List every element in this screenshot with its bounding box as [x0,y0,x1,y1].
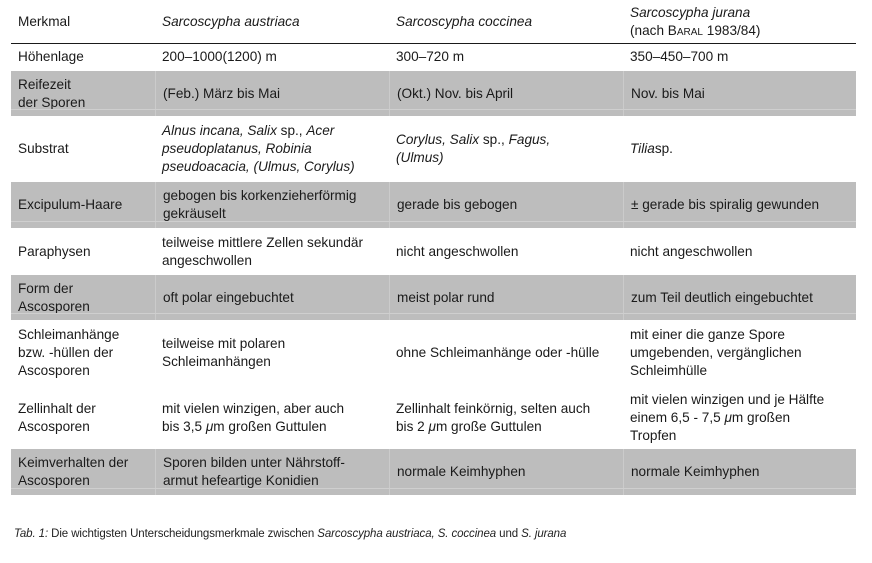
cell-austriaca: teilweise mittlere Zellen sekundär angeschwollen [162,234,363,268]
cell-jurana: ± gerade bis spiralig gewunden [623,182,856,228]
cell-austriaca: gebogen bis korkenzieherförmig gekräuselt [155,182,389,228]
header-coccinea [389,0,623,43]
table-header [11,0,856,44]
row-label: Keimverhalten der Ascosporen [18,455,129,488]
cell-coccinea: nicht angeschwollen [396,243,519,259]
row-label: Excipulum-Haare [18,197,123,212]
table-row [11,182,856,228]
cell-jurana: Tilia sp. [630,141,673,156]
row-label: Paraphysen [18,243,91,259]
cell-austriaca: (Feb.) März bis Mai [155,71,389,116]
row-label: Höhenlage [18,49,84,64]
header-jurana-source: (nach Baral 1983/84) [630,22,761,38]
cell-jurana: zum Teil deutlich eingebuchtet [623,275,856,320]
table-row [11,386,856,449]
cell-coccinea: normale Keimhyphen [389,449,623,495]
cell-jurana: Nov. bis Mai [623,71,856,116]
cell-jurana: nicht angeschwollen [630,243,753,259]
cell-austriaca: Alnus incana, Salix sp., Acer pseudoplatanus, Robinia pseudoacacia, (Ulmus, Corylus) [162,123,355,174]
cell-coccinea: (Okt.) Nov. bis April [389,71,623,116]
cell-coccinea: Zellinhalt feinkörnig, selten auch bis 2 μm große Guttulen [396,400,591,434]
cell-jurana: mit einer die ganze Spore umgebenden, vergänglichen Schleimhülle [630,327,802,378]
cell-jurana: normale Keimhyphen [623,449,856,495]
row-label: Schleimanhänge bzw. -hüllen der Ascosporen [18,327,120,378]
row-label: Reifezeit der Sporen [18,76,86,110]
cell-coccinea: meist polar rund [389,275,623,320]
table-row [11,43,856,71]
cell-jurana: 350–450–700 m [630,49,729,64]
header-austriaca-text: Sarcoscypha austriaca [162,13,300,29]
cell-coccinea: 300–720 m [396,49,465,64]
cell-austriaca: teilweise mit polaren Schleimanhängen [162,336,286,369]
header-jurana [623,0,856,43]
header-jurana-name: Sarcoscypha jurana [630,4,751,20]
table-row [11,71,856,116]
table-row [11,275,856,320]
cell-austriaca: Sporen bilden unter Nährstoff- armut hefeartige Konidien [155,449,389,495]
cell-austriaca: mit vielen winzigen, aber auch bis 3,5 μm großen Guttulen [162,400,345,434]
cell-coccinea: ohne Schleimanhänge oder -hülle [396,345,600,360]
table-caption: Tab. 1: Die wichtigsten Unterscheidungsmerkmale zwischen Sarcoscypha austriaca, S. coccinea und S. jurana [14,528,567,540]
cell-coccinea: gerade bis gebogen [389,182,623,228]
cell-coccinea: Corylus, Salix sp., Fagus, (Ulmus) [396,132,551,165]
cell-jurana: mit vielen winzigen und je Hälfte einem 6,5 - 7,5 μm großen Tropfen [630,391,825,443]
cell-austriaca: 200–1000(1200) m [162,49,277,64]
cell-austriaca: oft polar eingebuchtet [155,275,389,320]
table-row [11,320,856,386]
row-label: Substrat [18,141,69,156]
table-row [11,116,856,182]
table-row [11,228,856,275]
caption-label: Tab. 1: [14,528,49,540]
row-label: Form der Ascosporen [18,280,90,314]
header-austriaca [155,0,389,43]
header-coccinea-text: Sarcoscypha coccinea [396,13,533,29]
header-merkmal: Merkmal [18,13,71,29]
table-row [11,449,856,495]
row-label: Zellinhalt der Ascosporen [18,400,96,434]
